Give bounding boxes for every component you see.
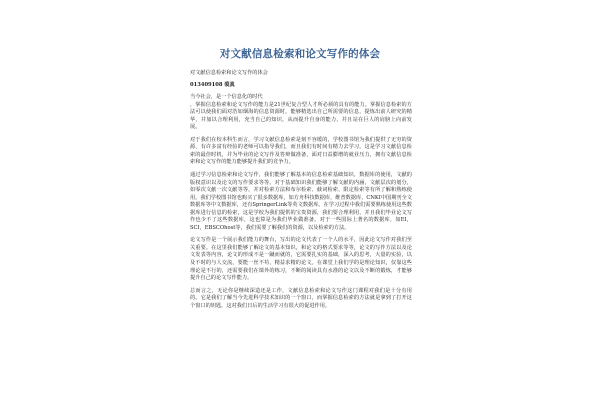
- intro-line: 当今社会，是一个信息化的时代: [190, 94, 263, 101]
- paragraph: ，掌握信息检索和论文写作的能力是21世纪复合型人才所必须的具有的能力。掌握信息检索的方法可以使我们面对浩如烟海的信息资源时，能够精选出自己所需要的信息，提炼出前人研究的精华，并加以合理利用，充当自己的知识，从而提升自身的能力，并且站在巨人的肩膀上向前发展。: [190, 101, 412, 131]
- document-body: [190, 70, 412, 315]
- paragraph: 通过学习信息检索和论文写作，我们能够了解基本的信息检索基础知识，数据库的使用，文献的版权意识以及论文的写作要求等等。对于基础知识我们能够了解文献的内涵，文献层次的划分，如零次文献一次文献等等，并对检索方法和布尔检索、截词检索、限定检索等有所了解和熟练使用。我们学校图书馆也购买了很多数据库，如方舟科技数据库，维普数据库，CNKI中国期刊全文数据库等中文数据库，还有SpringerLink等英文数据库。在学习过程中我们需要熟练使用这些数据库进行信息的检索，这是学校为我们提供的宝贵资源，我们要合理利用，并且我们毕业论文写作也少不了这些数据库，这也算是为我们毕业做准备。对于一些国际上著名的数据库，如EI，SCI，EBSCOhost等，我们需要了解我们的资源，以及检索的方法。: [190, 172, 412, 231]
- document-title: 对文献信息检索和论文写作的体会: [219, 48, 381, 60]
- paragraph: 总而言之，无论你是继续深造还是工作，文献信息检索和论文写作这门课程对我们是十分有用的。它是我们了解当今先进科学技术知识的一个窗口，而掌握信息检索的方法就是拿到了打开这个窗口的钥匙，这对我们日后的生活学习有很大的促进作用。: [190, 287, 412, 309]
- document-subtitle: 对文献信息检索和论文写作的体会: [190, 70, 268, 76]
- author-line: 013409108 裘真: [190, 81, 235, 88]
- paragraph: 论文写作是一个展示我们能力的舞台，写出的论文代表了一个人的水平，因此论文写作对我们至关重要。在这里我们能够了解论文的基本知识，和论文的格式要求等等，论文的写作方法以及论文发表等内容，论文的形成不是一蹴而就的，它需要扎实的基础，深入的思考，大量的实验，以及不时的与人交流，要能一丝不苟，精益求精的论文。在课堂上我们学的是理论知识，仅靠这些理论是不行的，还需要我们在课外的练习，不断的阅读具有水准的论文以及不断的锻炼，才能够提升自己的论文写作能力。: [190, 237, 412, 282]
- paragraph: 对于我们在校本科生而言，学习文献信息检索是刻不容缓的，学校图书馆为我们提供了无穷的资源，有许多富有经验的老师可以指导我们，而且我们有时间有精力去学习。这是学习文献信息检索的最佳时机，并为毕业的论文写作及答辩做准备，面对日益膨增的就业压力，拥有文献信息检索和论文写作的能力能够提升我们的竞争力。: [190, 136, 412, 166]
